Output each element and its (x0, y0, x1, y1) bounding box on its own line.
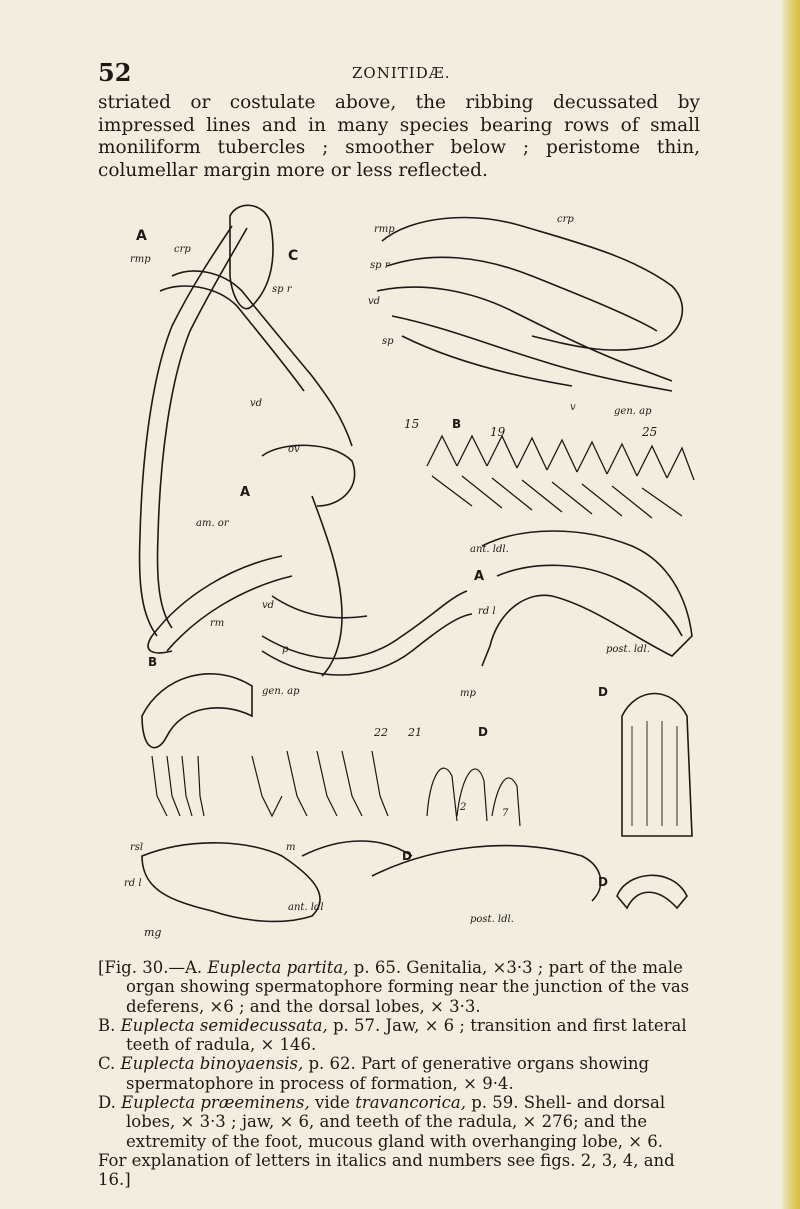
caption-fig-label: [Fig. 30.—A. (98, 958, 203, 977)
mucous-gland-d (622, 694, 692, 837)
caption-b-species: Euplecta semidecussata, (120, 1015, 328, 1035)
figure-caption (98, 958, 708, 1190)
label-19: 19 (490, 425, 506, 439)
caption-a-species: Euplecta partita, (207, 958, 349, 977)
anatomical-illustration (112, 196, 704, 940)
label-D-right: D (598, 685, 608, 699)
label-D-low2: D (598, 875, 608, 889)
label-15: 15 (404, 417, 420, 431)
caption-d (98, 1093, 708, 1151)
label-rdl-a: rd l (478, 606, 496, 617)
figure-plate (112, 196, 704, 940)
label-2: 2 (460, 802, 467, 813)
intro-paragraph: striated or costulate above, the ribbing decussated by impressed lines and in many species bearing rows of small moniliform tubercles ; smoother below ; peristome thin, columellar margin more or less reflected. (98, 92, 700, 181)
label-genap-b: gen. ap (262, 686, 300, 697)
label-C-top: C (288, 248, 299, 264)
label-spr-c: sp r (370, 260, 390, 271)
label-p: p (282, 644, 289, 655)
label-rsl: rsl (130, 842, 144, 853)
label-mg: mg (144, 926, 162, 939)
genitalia-head-a (230, 205, 273, 308)
label-rdl-d: rd l (124, 878, 142, 889)
caption-b-text: p. 57. Jaw, × 6 ; transition and first lateral teeth of radula, × 146. (126, 1015, 687, 1055)
caption-b-letter: B. (98, 1015, 116, 1035)
label-22: 22 (374, 726, 388, 739)
label-mp: mp (460, 688, 476, 699)
genitalia-tube-a (140, 226, 232, 636)
label-rmp-a: rmp (130, 254, 151, 265)
label-A-right: A (474, 569, 485, 584)
label-21: 21 (408, 726, 422, 739)
page-edge (782, 0, 800, 1209)
label-D-mid: D (478, 725, 488, 739)
label-A-top: A (136, 228, 147, 244)
spermatophore-c (382, 218, 682, 351)
caption-d-species: Euplecta præeminens, (121, 1093, 310, 1113)
caption-d-vide: vide (315, 1093, 350, 1113)
oviduct-a (262, 445, 355, 506)
label-postldl-a: post. ldl. (606, 644, 650, 655)
caption-a (98, 958, 708, 1016)
caption-b (98, 1016, 708, 1055)
caption-a-text: p. 65. Genitalia, ×3·3 ; part of the male organ showing spermatophore forming near the junction of the vas deferens, ×6 ; and the dorsal lobes, × 3·3. (126, 958, 690, 1016)
jaw-d-small (617, 875, 687, 908)
label-crp-c: crp (557, 214, 574, 225)
label-vd-a: vd (250, 398, 263, 409)
label-sp-c: sp (382, 336, 394, 347)
label-crp-a: crp (174, 244, 191, 255)
label-B-low: B (148, 655, 158, 669)
label-B-mid: B (452, 417, 462, 431)
caption-c (98, 1054, 708, 1093)
label-A-mid: A (240, 485, 251, 500)
caption-d-ref: travancorica, (355, 1093, 466, 1113)
label-antldl-a: ant. ldl. (470, 544, 509, 555)
label-D-low: D (402, 849, 412, 863)
label-v-c: v (570, 402, 576, 413)
label-7: 7 (502, 808, 509, 819)
dorsal-lobes-a (482, 531, 692, 666)
label-25: 25 (642, 425, 658, 439)
caption-c-species: Euplecta binoyaensis, (120, 1054, 304, 1074)
caption-c-text: p. 62. Part of generative organs showing spermatophore in process of formation, × 9·4. (126, 1054, 650, 1093)
label-m: m (286, 842, 296, 853)
jaw-b (142, 674, 252, 748)
radula-teeth-b (427, 436, 694, 518)
label-vd-c: vd (368, 296, 381, 307)
label-rmp-c: rmp (374, 224, 395, 235)
label-rm: rm (210, 618, 225, 629)
label-amor: am. or (196, 518, 229, 529)
vas-deferens (262, 591, 467, 659)
page-number: 52 (98, 58, 132, 87)
label-ov: ov (288, 444, 300, 455)
label-antldl-d: ant. ldl (288, 902, 324, 913)
caption-d-letter: D. (98, 1093, 116, 1113)
label-genap-c: gen. ap (614, 406, 652, 417)
label-spr-a: sp r (272, 284, 292, 295)
running-title: ZONITIDÆ. (352, 64, 451, 82)
caption-c-letter: C. (98, 1054, 116, 1074)
label-vd-b: vd (262, 600, 275, 611)
caption-d-text: p. 59. Shell- and dorsal lobes, × 3·3 ; jaw, × 6, and teeth of the radula, × 276; and the extremity of the foot, mucous gland with overhanging lobe, × 6. (126, 1093, 666, 1151)
lateral-teeth-b (152, 751, 388, 816)
label-postldl-d: post. ldl. (470, 914, 514, 925)
caption-footer: For explanation of letters in italics and numbers see figs. 2, 3, 4, and 16.] (98, 1150, 675, 1190)
